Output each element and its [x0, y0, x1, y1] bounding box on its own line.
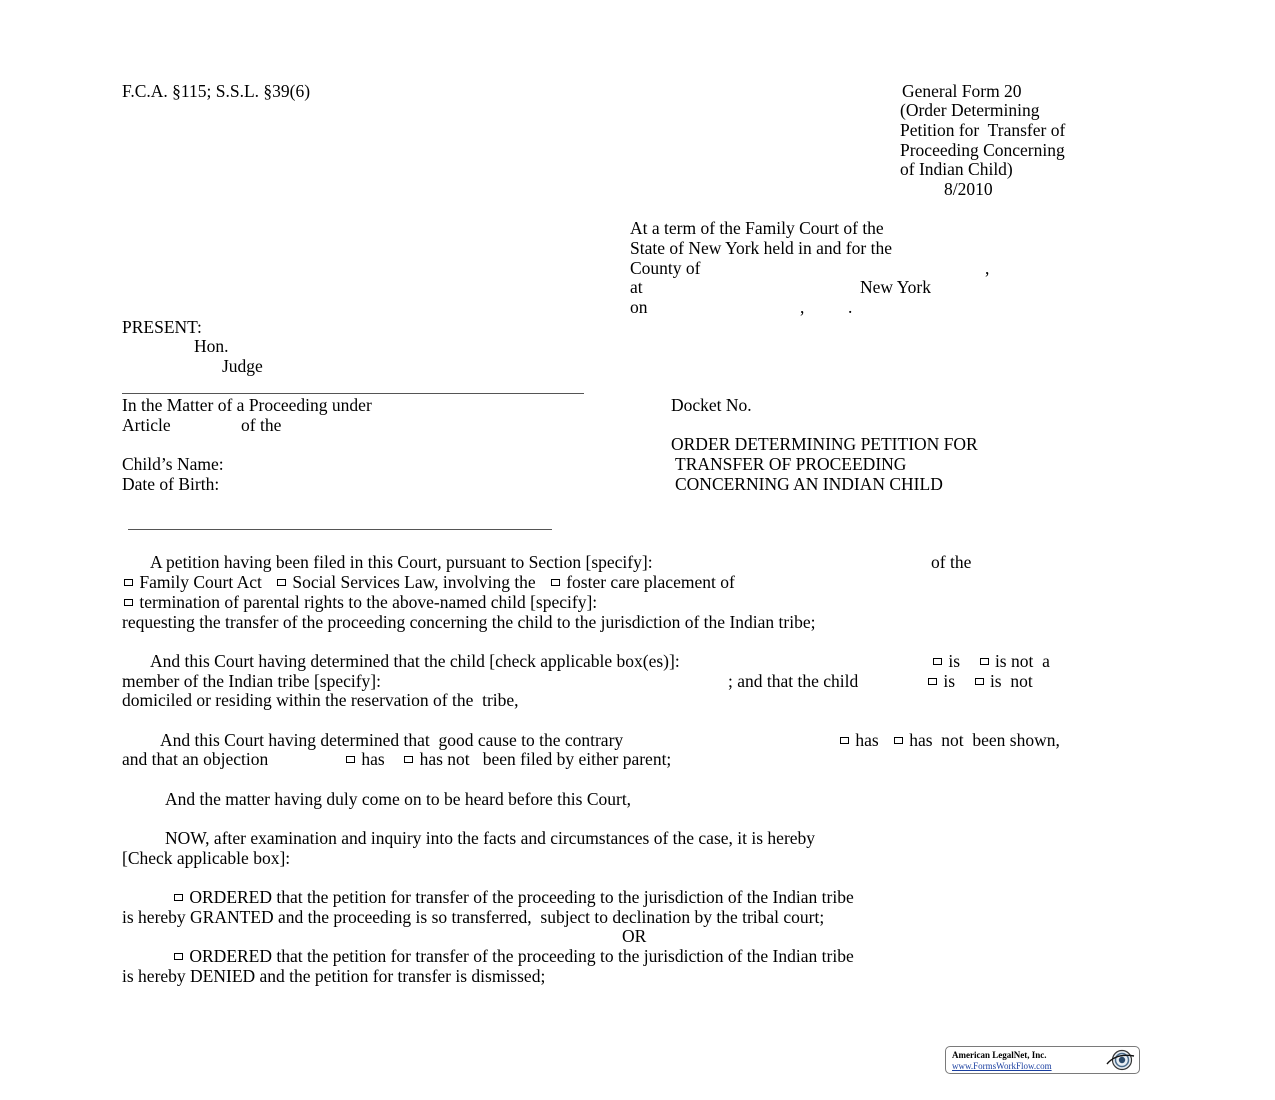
p1-of-the: of the	[931, 552, 972, 572]
court-term-line: State of New York held in and for the	[630, 238, 892, 258]
ordered-denied-line: is hereby DENIED and the petition for transfer is dismissed;	[122, 966, 546, 986]
checkbox-ssl[interactable]	[277, 579, 286, 586]
county-label: County of	[630, 258, 701, 278]
globe-logo-icon	[1104, 1049, 1136, 1071]
checkbox-is-member[interactable]	[933, 658, 942, 665]
p1-line: requesting the transfer of the proceeding concerning the child to the jurisdiction of the Indian tribe;	[122, 612, 816, 632]
p3-line: And this Court having determined that good cause to the contrary	[160, 730, 624, 750]
p2-line: member of the Indian tribe [specify]:	[122, 671, 381, 691]
statute-reference: F.C.A. §115; S.S.L. §39(6)	[122, 81, 311, 101]
docket-label: Docket No.	[671, 395, 752, 415]
form-title-line: Petition for Transfer of	[900, 120, 1066, 140]
hon-label: Hon.	[194, 336, 229, 356]
caption-top-rule	[122, 393, 584, 394]
ordered-granted-line: is hereby GRANTED and the proceeding is so transferred, subject to declination by the tribal court;	[122, 907, 825, 927]
publisher-link[interactable]: www.FormsWorkFlow.com	[952, 1061, 1052, 1071]
is-label: is	[943, 671, 956, 691]
p3-line: and that an objection	[122, 749, 269, 769]
form-title-line: General Form 20	[902, 81, 1022, 101]
form-title-line: Proceeding Concerning	[900, 140, 1065, 160]
p2-member-options	[931, 651, 1050, 671]
child-name-label: Child’s Name:	[122, 454, 224, 474]
judge-label: Judge	[222, 356, 263, 376]
ordered-granted-text: ORDERED that the petition for transfer of the proceeding to the jurisdiction of the Indian tribe	[189, 887, 854, 907]
is-not-label: is not	[989, 671, 1033, 691]
checkbox-is-not-domiciled[interactable]	[975, 678, 984, 685]
p1-tpr-line	[122, 592, 597, 612]
p2-line: domiciled or residing within the reservation of the tribe,	[122, 690, 519, 710]
p3-cause-options	[838, 730, 1060, 750]
checkbox-objection-has-not[interactable]	[404, 756, 413, 763]
p4-line: And the matter having duly come on to be heard before this Court,	[165, 789, 632, 809]
checkbox-fca[interactable]	[124, 579, 133, 586]
dob-label: Date of Birth:	[122, 474, 220, 494]
is-not-label: is not	[994, 651, 1034, 671]
ordered-denied-line	[172, 946, 854, 966]
a-label: a	[1042, 651, 1050, 671]
ordered-granted-line	[172, 887, 854, 907]
has-label: has	[361, 749, 385, 769]
form-title-line: of Indian Child)	[900, 159, 1013, 179]
checkbox-is-domiciled[interactable]	[928, 678, 937, 685]
p5-line: [Check applicable box]:	[122, 848, 291, 868]
option-fca-label: Family Court Act	[139, 572, 262, 592]
county-comma: ,	[985, 258, 990, 278]
checkbox-cause-has-not[interactable]	[894, 737, 903, 744]
article-of-the: of the	[241, 415, 282, 435]
at-label: at	[630, 277, 643, 297]
checkbox-tpr[interactable]	[124, 599, 133, 606]
p2-line: And this Court having determined that the child [check applicable box(es)]:	[150, 651, 680, 671]
present-label: PRESENT:	[122, 317, 202, 337]
or-separator: OR	[622, 926, 647, 946]
court-term-line: At a term of the Family Court of the	[630, 218, 884, 238]
caption-bottom-rule	[128, 529, 552, 530]
has-not-label: has not been shown,	[909, 730, 1060, 750]
is-label: is	[948, 651, 961, 671]
p1-line: A petition having been filed in this Court, pursuant to Section [specify]:	[150, 552, 653, 572]
date-end: .	[848, 297, 853, 317]
p2-domicile-options	[926, 671, 1033, 691]
option-foster-label: foster care placement of	[566, 572, 735, 592]
p5-line: NOW, after examination and inquiry into the facts and circumstances of the case, it is hereby	[165, 828, 816, 848]
checkbox-is-not-member[interactable]	[980, 658, 989, 665]
checkbox-foster-care[interactable]	[551, 579, 560, 586]
date-separator: ,	[800, 297, 805, 317]
checkbox-granted[interactable]	[174, 894, 183, 901]
checkbox-denied[interactable]	[174, 953, 183, 960]
option-ssl-label: Social Services Law, involving the	[292, 572, 536, 592]
ordered-denied-text: ORDERED that the petition for transfer of the proceeding to the jurisdiction of the Indian tribe	[189, 946, 854, 966]
publisher-badge	[945, 1046, 1140, 1074]
publisher-name: American LegalNet, Inc.	[952, 1050, 1047, 1060]
checkbox-cause-has[interactable]	[840, 737, 849, 744]
option-tpr-label: termination of parental rights to the above-named child [specify]:	[139, 592, 598, 612]
article-label: Article	[122, 415, 171, 435]
matter-line: In the Matter of a Proceeding under	[122, 395, 372, 415]
has-not-label: has not been filed by either parent;	[419, 749, 672, 769]
on-label: on	[630, 297, 648, 317]
form-date: 8/2010	[944, 179, 993, 199]
order-title-line: ORDER DETERMINING PETITION FOR	[671, 434, 978, 454]
order-title-line: TRANSFER OF PROCEEDING	[675, 454, 907, 474]
p1-options-line	[122, 572, 735, 592]
state-name: New York	[860, 277, 931, 297]
has-label: has	[855, 730, 879, 750]
p3-objection-options	[344, 749, 671, 769]
order-title-line: CONCERNING AN INDIAN CHILD	[675, 474, 943, 494]
p2-child-line: ; and that the child	[728, 671, 859, 691]
form-title-line: (Order Determining	[900, 100, 1040, 120]
checkbox-objection-has[interactable]	[346, 756, 355, 763]
